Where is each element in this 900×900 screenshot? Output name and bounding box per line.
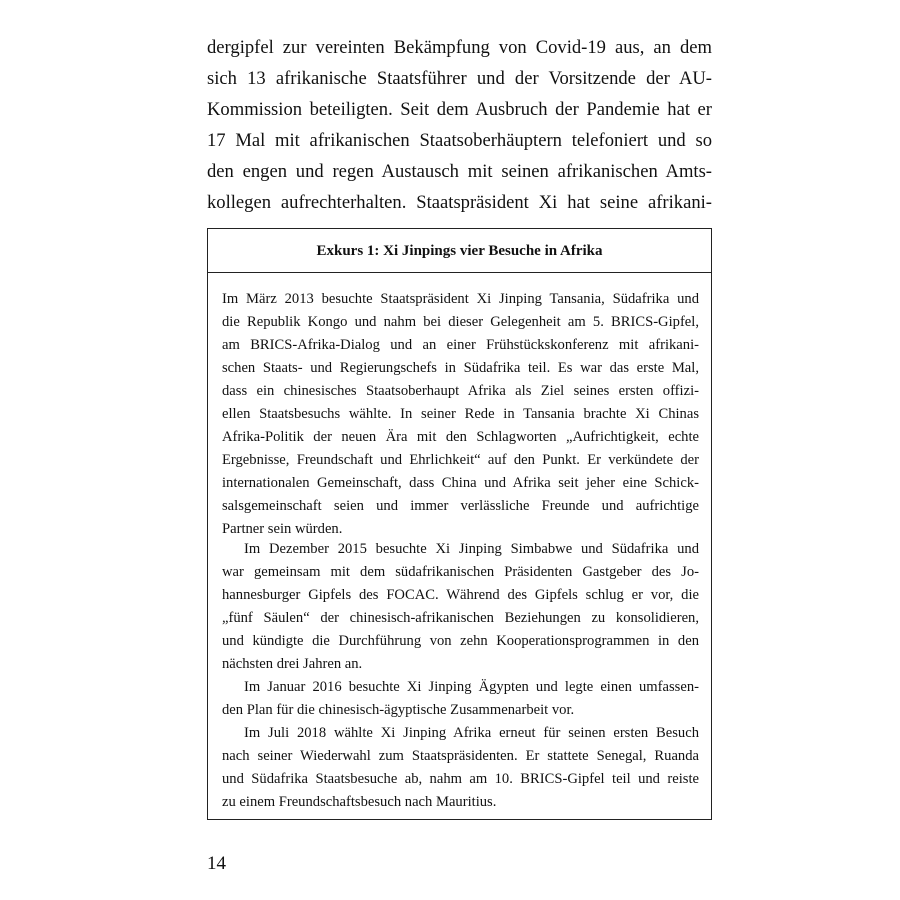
excursus-line: Afrika-Politik der neuen Ära mit den Schlagworten „Aufrichtigkeit, echte bbox=[222, 429, 699, 445]
excursus-line: Ergebnisse, Freundschaft und Ehrlichkeit“ auf den Punkt. Er verkündete der bbox=[222, 452, 699, 468]
excursus-line: nächsten drei Jahren an. bbox=[222, 656, 363, 672]
body-line: Kommission beteiligten. Seit dem Ausbruch der Pandemie hat er bbox=[207, 99, 712, 120]
excursus-line: den Plan für die chinesisch-ägyptische Zusammenarbeit vor. bbox=[222, 702, 575, 718]
excursus-line: hannesburger Gipfels des FOCAC. Während des Gipfels schlug er vor, die bbox=[222, 587, 699, 603]
excursus-line: Im März 2013 besuchte Staatspräsident Xi Jinping Tansania, Südafrika und bbox=[222, 291, 699, 307]
excursus-line: Im Juli 2018 wählte Xi Jinping Afrika erneut für seinen ersten Besuch bbox=[244, 725, 699, 741]
excursus-line: Partner sein würden. bbox=[222, 521, 343, 537]
excursus-line: „fünf Säulen“ der chinesisch-afrikanischen Beziehungen zu konsolidieren, bbox=[222, 610, 699, 626]
body-line: sich 13 afrikanische Staatsführer und der Vorsitzende der AU- bbox=[207, 68, 712, 89]
excursus-box bbox=[207, 228, 712, 820]
excursus-line: und kündigte die Durchführung von zehn Kooperationsprogrammen in den bbox=[222, 633, 699, 649]
body-line: den engen und regen Austausch mit seinen afrikanischen Amts- bbox=[207, 161, 712, 182]
excursus-line: zu einem Freundschaftsbesuch nach Mauritius. bbox=[222, 794, 497, 810]
page-number: 14 bbox=[207, 853, 226, 874]
excursus-line: ellen Staatsbesuchs wählte. In seiner Rede in Tansania brachte Xi Chinas bbox=[222, 406, 699, 422]
excursus-line: dass ein chinesisches Staatsoberhaupt Afrika als Ziel seines ersten offizi- bbox=[222, 383, 699, 399]
excursus-title: Exkurs 1: Xi Jinpings vier Besuche in Afrika bbox=[316, 243, 603, 259]
excursus-line: internationalen Gemeinschaft, dass China und Afrika seit jeher eine Schick- bbox=[222, 475, 699, 491]
body-line: 17 Mal mit afrikanischen Staatsoberhäuptern telefoniert und so bbox=[207, 130, 712, 151]
excursus-header bbox=[208, 229, 711, 273]
excursus-line: am BRICS-Afrika-Dialog und an einer Frühstückskonferenz mit afrikani- bbox=[222, 337, 699, 353]
excursus-line: Im Januar 2016 besuchte Xi Jinping Ägypten und legte einen umfassen- bbox=[244, 679, 699, 695]
excursus-line: nach seiner Wiederwahl zum Staatspräsidenten. Er stattete Senegal, Ruanda bbox=[222, 748, 699, 764]
excursus-line: salsgemeinschaft seien und immer verlässliche Freunde und aufrichtige bbox=[222, 498, 699, 514]
body-line: dergipfel zur vereinten Bekämpfung von Covid-19 aus, an dem bbox=[207, 37, 712, 58]
excursus-line: schen Staats- und Regierungschefs in Südafrika teil. Es war das erste Mal, bbox=[222, 360, 699, 376]
body-line: kollegen aufrechterhalten. Staatspräsident Xi hat seine afrikani- bbox=[207, 192, 712, 213]
excursus-line: und Südafrika Staatsbesuche ab, nahm am 10. BRICS-Gipfel teil und reiste bbox=[222, 771, 699, 787]
excursus-line: Im Dezember 2015 besuchte Xi Jinping Simbabwe und Südafrika und bbox=[244, 541, 699, 557]
excursus-line: die Republik Kongo und nahm bei dieser Gelegenheit am 5. BRICS-Gipfel, bbox=[222, 314, 699, 330]
excursus-line: war gemeinsam mit dem südafrikanischen Präsidenten Gastgeber des Jo- bbox=[222, 564, 699, 580]
